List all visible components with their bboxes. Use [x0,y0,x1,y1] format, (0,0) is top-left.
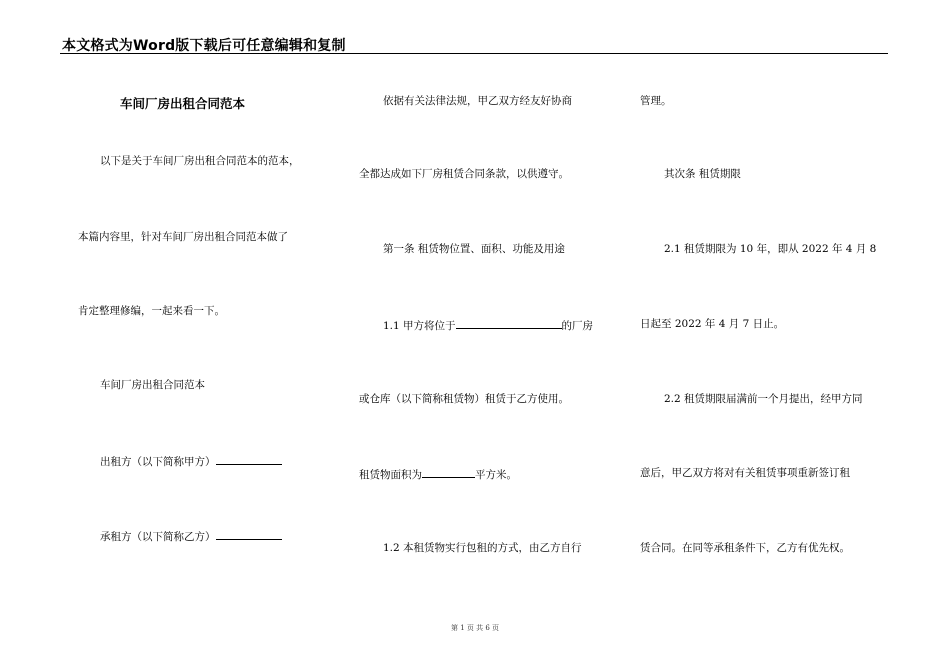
text-line: 依据有关法律法规，甲乙双方经友好协商 [383,95,572,107]
clause-1-1-end: 的厂房 [561,320,594,332]
text-line: 意后，甲乙双方将对有关租赁事项重新签订租 [640,467,850,479]
text-line: 日起至 2022 年 4 月 7 日止。 [640,318,785,330]
document-title: 车间厂房出租合同范本 [120,96,246,111]
text-line [100,453,282,469]
text-line: 或仓库（以下简称租赁物）租赁于乙方使用。 [359,393,569,405]
text-line: 肯定整理修编，一起来看一下。 [78,305,225,317]
text-line: 1.2 本租赁物实行包租的方式，由乙方自行 [383,542,582,554]
text-line: 赁合同。在同等承租条件下，乙方有优先权。 [640,542,850,554]
text-line [383,317,593,333]
lessor-blank [216,453,282,465]
text-line: 管理。 [640,95,672,107]
lessor-label: 出租方（以下简称甲方） [100,456,216,468]
text-line: 2.2 租赁期限届满前一个月提出，经甲方同 [664,393,863,405]
text-line: 车间厂房出租合同范本 [100,379,205,391]
text-column-1 [70,0,332,672]
text-line: 以下是关于车间厂房出租合同范本的范本， [100,155,300,167]
text-line [359,466,517,482]
page-header: 本文格式为Word版下载后可任意编辑和复制 [62,38,346,54]
area-blank [422,466,475,478]
area-unit: 平方米。 [475,469,517,481]
page-number: 第 1 页 共 6 页 [450,624,500,632]
text-line: 2.1 租赁期限为 10 年，即从 2022 年 4 月 8 [664,243,877,255]
lessee-label: 承租方（以下简称乙方） [100,531,216,543]
text-line: 第一条 租赁物位置、面积、功能及用途 [383,243,565,255]
area-label: 租赁物面积为 [359,469,422,481]
lessee-blank [216,528,282,540]
text-column-3 [640,0,902,672]
text-line: 全都达成如下厂房租赁合同条款，以供遵守。 [359,168,569,180]
text-line: 其次条 租赁期限 [664,168,741,180]
text-line: 本篇内容里，针对车间厂房出租合同范本做了 [78,231,288,243]
location-blank [456,317,562,329]
clause-1-1-start: 1.1 甲方将位于 [383,320,456,332]
text-column-2 [357,0,619,672]
text-line [100,528,282,544]
